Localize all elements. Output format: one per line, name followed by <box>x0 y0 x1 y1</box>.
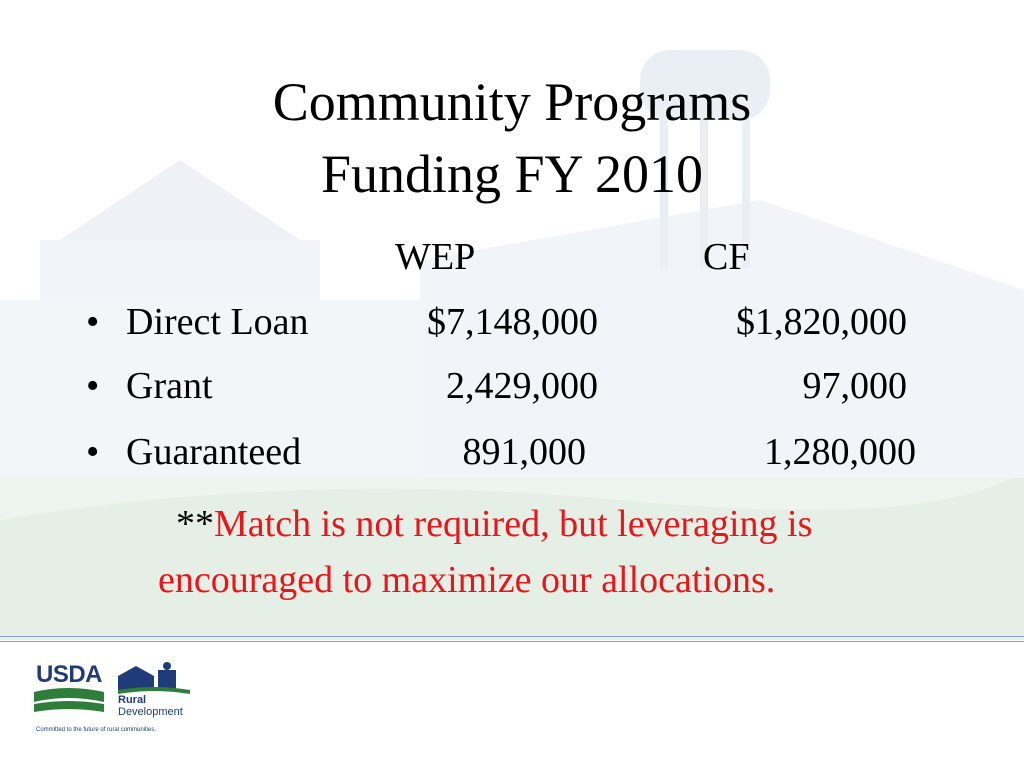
list-item-direct-loan <box>0 298 1024 358</box>
barn-icon <box>118 662 190 694</box>
title-line-1: Community Programs <box>272 72 752 132</box>
development-label: Development <box>118 706 183 718</box>
wep-value: $7,148,000 <box>427 301 598 343</box>
wep-value: 891,000 <box>462 431 586 473</box>
rural-label: Rural <box>118 694 147 706</box>
list-item-grant <box>0 362 1024 422</box>
bullet-icon: • <box>86 301 100 343</box>
usda-rural-development-logo <box>34 662 194 722</box>
usda-logo-text: USDA <box>36 661 103 688</box>
bullet-icon: • <box>86 431 100 473</box>
footer-divider <box>0 636 1024 642</box>
column-header-cf: CF <box>703 236 750 278</box>
cf-value: 97,000 <box>802 365 907 407</box>
bullet-icon: • <box>86 365 100 407</box>
row-label: Direct Loan <box>126 301 309 343</box>
note-prefix: ** <box>176 503 214 545</box>
list-item-guaranteed <box>0 428 1024 488</box>
note-highlight-line-1: Match is not required, but leveraging is <box>214 503 813 545</box>
footer-tagline: Committed to the future of rural communities. <box>36 727 157 733</box>
cf-value: $1,820,000 <box>736 301 907 343</box>
note-highlight-line-2: encouraged to maximize our allocations. <box>158 559 776 601</box>
slide-title <box>0 66 1024 210</box>
match-note <box>150 496 970 608</box>
wep-value: 2,429,000 <box>446 365 598 407</box>
column-header-wep: WEP <box>395 236 476 278</box>
title-line-2: Funding FY 2010 <box>320 144 704 204</box>
row-label: Grant <box>126 365 213 407</box>
rural-development-text <box>118 694 183 718</box>
row-label: Guaranteed <box>126 431 302 473</box>
cf-value: 1,280,000 <box>764 431 916 473</box>
